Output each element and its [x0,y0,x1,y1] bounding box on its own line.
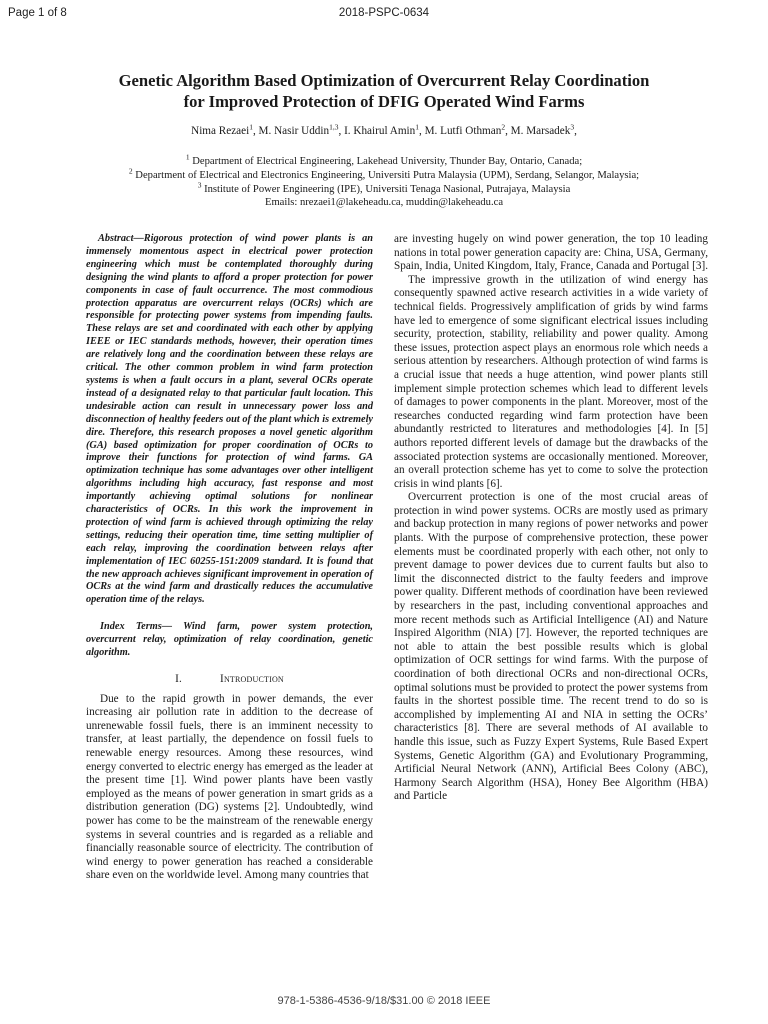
title-line-2: for Improved Protection of DFIG Operated Wind Farms [183,92,585,111]
author-list: Nima Rezaei$^1$, M. Nasir Uddin$^{1,3}$, I. Khairul Amin$^1$, M. Lutfi Othman$^2$, M. Marsadek$^3$, [191,122,577,137]
affiliations [60,152,708,210]
affiliation: $^2$ Department of Electrical and Electronics Engineering, Universiti Putra Malaysia (UPM), Serdang, Selangor, Malaysia; [128,166,640,181]
author-affiliation-mark: 1 [415,122,419,132]
author: M. Lutfi Othman [424,125,502,137]
left-column [86,233,373,883]
author-affiliation-mark: 1 [249,122,253,132]
emails: Emails: nrezaei1@lakeheadu.ca, muddin@lakeheadu.ca [264,197,504,209]
continued-paragraph: are investing hugely on wind power generation, the top 10 leading nations in total power generation capacity are: China, USA, Germany, Spain, India, United Kingdom, Italy, France, Canada and Portugal [3]. [394,233,709,273]
copyright-footer: 978-1-5386-4536-9/18/$31.00 © 2018 IEEE [277,995,491,1007]
author: I. Khairul Amin [344,125,416,137]
section-heading [86,673,373,687]
right-column [394,233,708,804]
author: Nima Rezaei [191,125,250,137]
author: M. Marsadek [510,125,571,137]
page-indicator: Page 1 of 8 [8,7,67,19]
body-paragraph: The impressive growth in the utilization of wind energy has consequently spawned active research activities in a wide variety of technical fields. Progressively amplification of grids by wind farms have led to emergence of some significant electrical issues including security, protection, stability, reliability and power quality. Among these issues, protection aspect plays an enormous role which needs a serious attention by researchers. Although protection of wind farms is a crucial issue that needs a huge attention, wind power plants still implement simple protection schemes which lead to different levels of damages to power components in the plant. Moreover, most of the researches conducted regarding wind farm protection have been abundantly restricted to literatures and methodologies [4]. In [5] authors reported different levels of damage but the drawbacks of the associated protection systems are occasionally mentioned. Moreover, an overall protection scheme has yet to come to solve the protection crisis in wind plants [6]. [394,273,708,490]
title-line-1: Genetic Algorithm Based Optimization of Overcurrent Relay Coordination [118,71,650,90]
author: M. Nasir Uddin [258,125,330,137]
affiliation-mark: 3 [197,180,202,190]
affiliation-mark: 1 [185,152,190,162]
author-affiliation-mark: 1,3 [329,122,339,132]
author-affiliation-mark: 2 [501,122,506,132]
viewer-toolbar [0,0,768,28]
affiliation: $^3$ Institute of Power Engineering (IPE), Universiti Tenaga Nasional, Putrajaya, Malaysia [197,180,571,195]
affiliation-mark: 2 [128,166,133,176]
intro-paragraph: Due to the rapid growth in power demands, the ever increasing air pollution rate in addition to the decrease of unrenewable fossil fuels, there is an imminent necessity to transfer, at least partially, the dependence on fossil fuels to renewable energy resources. Among these resources, wind energy converted to electric energy has emerged as the leader at the present time [1]. Wind power plants have been vastly employed as the means of power generation in smart grids as a distribution generation (DG) systems [2]. Undoubtedly, wind power has come to be the mainstream of the renewable energy systems in several countries and is regarded as a reliable and financially reasonable source of electricity. The contribution of wind energy to power generation has reached a considerable share even on the worldwide level. Among many countries that [86,692,373,882]
section-title: Introduction [220,673,284,685]
index-terms: Index Terms— Wind farm, power system protection, overcurrent relay, optimization of relay coordination, genetic algorithm. [86,621,373,659]
abstract [86,233,373,607]
affiliation: $^1$ Department of Electrical Engineering, Lakehead University, Thunder Bay, Ontario, Canada; [185,152,583,167]
paper-id: 2018-PSPC-0634 [338,7,430,19]
body-paragraph: Overcurrent protection is one of the most crucial areas of protection in wind power systems. OCRs are mostly used as primary and backup protection in many regions of power networks and power plants. With the purpose of comprehensive protection, these power elements must be coordinated properly with each other, not only to prevent damage to power devices due to current faults but also to limit the disconnected district to the faulty feeders and improve power quality. Different methods of coordination have been reviewed by researchers in the past, including conventional approaches and more recent methods such as Artificial Intelligence (AI) and Nature Inspired Algorithm (NIA) [7]. However, the reported techniques are not able to attain the best possible results which is global optimization of OCR settings for wind farms. With the purpose of coordination of both directional OCRs and non-directional OCRs, optimal solutions must be provided to protect the power systems from faults in the shortest possible time. The recent trend to do so is accomplished by implementing AI and NIA in setting the OCRs’ characteristics [8]. There are several methods of AI available to handle this issue, such as Fuzzy Expert Systems, Rule Based Expert Systems, Genetic Algorithm (GA) and Evolutionary Programming, Artificial Neural Network (ANN), Artificial Bees Colony (ABC), Harmony Search Algorithm (HSA), Honey Bee Algorithm (HBA) and Particle [394,491,708,803]
author-affiliation-mark: 3 [570,122,575,132]
section-number: I. [175,673,183,685]
paper-title [60,70,708,112]
abstract-text: Abstract—Rigorous protection of wind power plants is an immensely momentous aspect in electrical power protection engineering which must be contemplated thoroughly during designing the wind plants to afford a proper protection for power components in case of fault occurrence. The most commodious protection apparatus are overcurrent relays (OCRs) which are responsible for protecting power systems from impending faults. These relays are set and coordinated with each other by applying IEEE or IEC standards methods, however, their operation times are relatively long and the coordination between these relays are critical. The other common problem in wind farm protection systems is when a fault occurs in a plant, several OCRs operate instead of a designated relay to that particular fault location. This undesirable action can result in unnecessary power loss and disconnection of healthy feeders out of the plant which is extremely dire. Therefore, this research proposes a novel genetic algorithm (GA) based optimization for proper coordination of OCRs to improve their functions for protection of wind farms. GA optimization technique has some advantages over other intelligent algorithms including high accuracy, fast response and most importantly achieving optimal solutions for nonlinear characteristics of OCRs. In this work the improvement in protection of wind farm is achieved through optimizing the relay settings, reducing their operation time, time setting multiplier of each relay, improving the coordination between relays after implementation of IEC 60255-151:2009 standard. It is found that the new approach achieves significant improvement in operation of OCRs at the wind farm and drastically reduces the accumulative operation time of the relays. [86,233,373,606]
